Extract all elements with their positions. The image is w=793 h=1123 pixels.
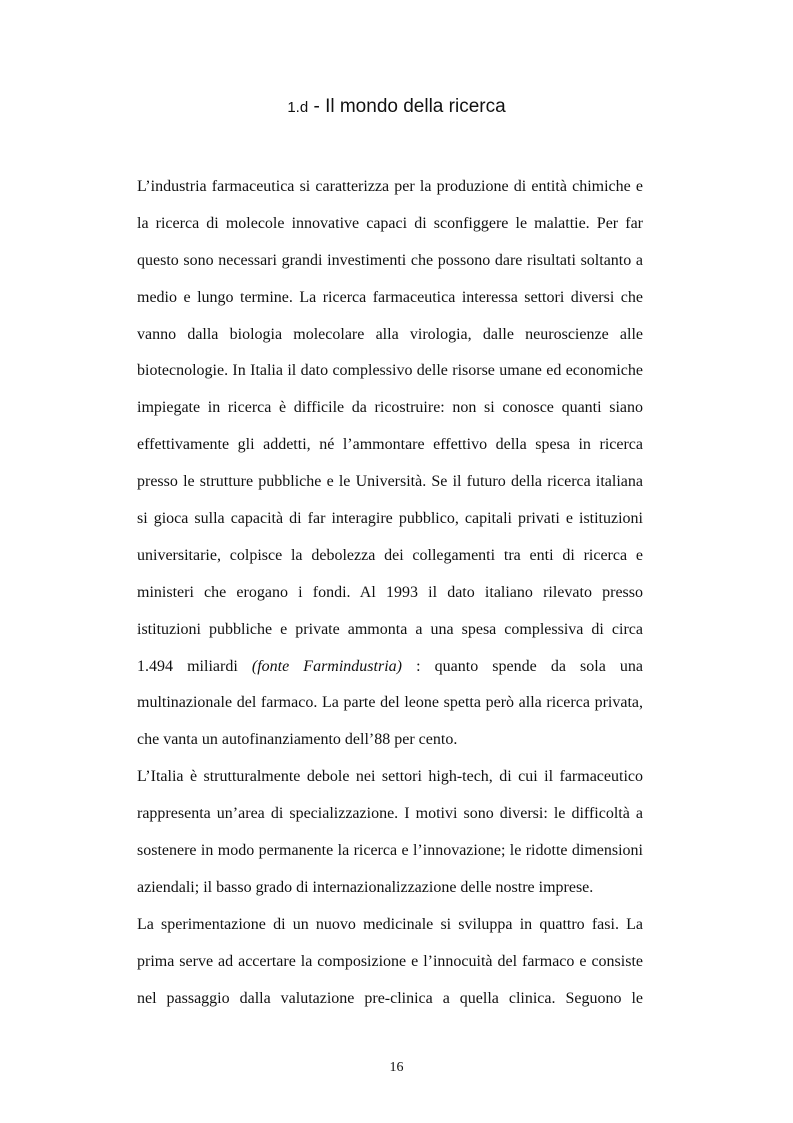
text-line: nel passaggio dalla valutazione pre-clinica a quella clinica. Seguono le: [137, 989, 643, 1007]
text-line: medio e lungo termine. La ricerca farmaceutica interessa settori diversi che: [137, 288, 643, 306]
text-line: questo sono necessari grandi investimenti che possono dare risultati soltanto a: [137, 251, 643, 269]
body-text: [137, 169, 643, 1017]
citation-pre: 1.494 miliardi: [137, 657, 252, 675]
text-line: presso le strutture pubbliche e le Università. Se il futuro della ricerca italiana: [137, 473, 643, 491]
text-line: multinazionale del farmaco. La parte del leone spetta però alla ricerca privata,: [137, 694, 643, 712]
section-heading: [0, 94, 793, 121]
text-line: sostenere in modo permanente la ricerca e l’innovazione; le ridotte dimensioni: [137, 842, 643, 860]
section-title: Il mondo della ricerca: [325, 96, 506, 117]
text-line: L’Italia è strutturalmente debole nei settori high-tech, di cui il farmaceutico: [137, 768, 643, 786]
text-line: prima serve ad accertare la composizione e l’innocuità del farmaco e consiste: [137, 952, 643, 970]
section-number: 1.d: [287, 99, 309, 116]
text-line: la ricerca di molecole innovative capaci di sconfiggere le malattie. Per far: [137, 214, 643, 232]
text-line: si gioca sulla capacità di far interagire pubblico, capitali privati e istituzioni: [137, 510, 643, 528]
text-line: istituzioni pubbliche e private ammonta a una spesa complessiva di circa: [137, 620, 643, 638]
text-line: rappresenta un’area di specializzazione. I motivi sono diversi: le difficoltà a: [137, 805, 643, 823]
text-line-paragraph-end: aziendali; il basso grado di internazionalizzazione delle nostre imprese.: [137, 878, 594, 896]
text-line: ministeri che erogano i fondi. Al 1993 il dato italiano rilevato presso: [137, 583, 643, 601]
text-line: universitarie, colpisce la debolezza dei collegamenti tra enti di ricerca e: [137, 546, 643, 564]
text-line-citation: [137, 649, 643, 686]
citation-post: : quanto spende da sola una: [416, 657, 644, 675]
text-line: L’industria farmaceutica si caratterizza per la produzione di entità chimiche e: [137, 178, 643, 195]
text-line: biotecnologie. In Italia il dato complessivo delle risorse umane ed economiche: [137, 362, 643, 380]
text-line: impiegate in ricerca è difficile da ricostruire: non si conosce quanti siano: [137, 399, 643, 417]
text-line: effettivamente gli addetti, né l’ammontare effettivo della spesa in ricerca: [137, 436, 643, 454]
text-line: La sperimentazione di un nuovo medicinale si sviluppa in quattro fasi. La: [137, 915, 643, 933]
citation-source: (fonte Farmindustria): [251, 657, 402, 675]
page-number: 16: [389, 1060, 404, 1075]
text-line-paragraph-end: che vanta un autofinanziamento dell’88 per cento.: [137, 731, 458, 749]
text-line: vanno dalla biologia molecolare alla virologia, dalle neuroscienze alle: [137, 325, 643, 343]
section-separator: -: [308, 96, 326, 117]
